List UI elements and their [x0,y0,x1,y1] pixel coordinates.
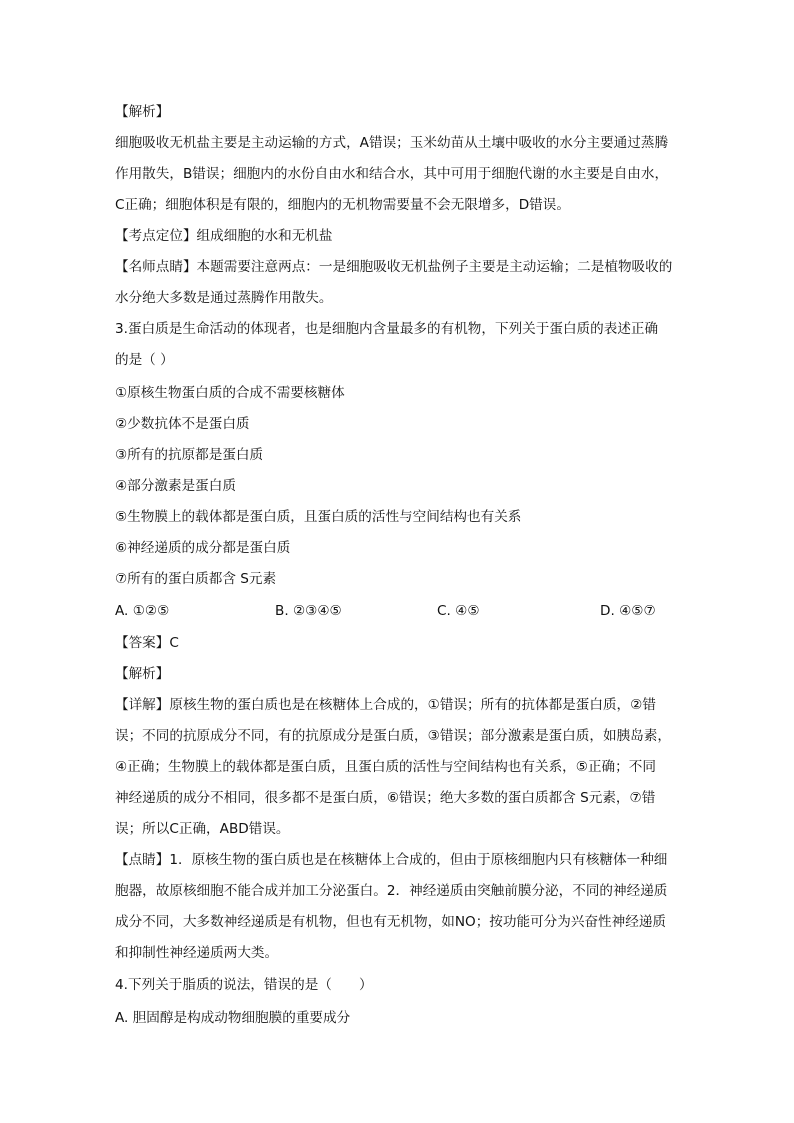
question-4-stem: 4.下列关于脂质的说法，错误的是（ ） [115,977,373,993]
text-line: ④正确；生物膜上的载体都是蛋白质，且蛋白质的活性与空间结构也有关系，⑤正确；不同 [115,759,656,775]
question-3-stem: 3.蛋白质是生命活动的体现者，也是细胞内含量最多的有机物，下列关于蛋白质的表述正确 [115,321,659,337]
text-line: 误；所以C正确，ABD错误。 [115,821,290,837]
key-point-note: 【点睛】1．原核生物的蛋白质也是在核糖体上合成的，但由于原核细胞内只有核糖体一种细 [115,852,668,868]
text-line: 和抑制性神经递质两大类。 [115,945,279,961]
detailed-explanation: 【详解】原核生物的蛋白质也是在核糖体上合成的，①错误；所有的抗体都是蛋白质，②错 [115,697,656,713]
statement-1: ①原核生物蛋白质的合成不需要核糖体 [115,385,345,401]
statement-2: ②少数抗体不是蛋白质 [115,416,250,432]
text-line: 胞器，故原核细胞不能合成并加工分泌蛋白。2．神经递质由突触前膜分泌，不同的神经递质 [115,883,668,899]
statement-3: ③所有的抗原都是蛋白质 [115,447,264,463]
answer-options [115,601,685,621]
text-line: 神经递质的成分不相同，很多都不是蛋白质，⑥错误；绝大多数的蛋白质都含 S元素，⑦错 [115,790,656,806]
statement-7: ⑦所有的蛋白质都含 S元素 [115,571,277,587]
statement-6: ⑥神经递质的成分都是蛋白质 [115,540,291,556]
text-line: 成分不同，大多数神经递质是有机物，但也有无机物，如NO；按功能可分为兴奋性神经递质 [115,914,667,930]
section-heading-analysis: 【解析】 [115,666,170,682]
text-line: 作用散失，B错误；细胞内的水份自由水和结合水，其中可用于细胞代谢的水主要是自由水， [115,166,669,182]
option-b: B. ②③④⑤ [275,603,342,619]
answer-line: 【答案】C [115,635,179,651]
text-line: 细胞吸收无机盐主要是主动运输的方式，A错误；玉米幼苗从土壤中吸收的水分主要通过蒸腾 [115,135,669,151]
statement-5: ⑤生物膜上的载体都是蛋白质，且蛋白质的活性与空间结构也有关系 [115,509,522,525]
option-d: D. ④⑤⑦ [600,603,656,619]
text-line: 误；不同的抗原成分不同，有的抗原成分是蛋白质，③错误；部分激素是蛋白质，如胰岛素， [115,728,671,744]
text-line: 水分绝大多数是通过蒸腾作用散失。 [115,290,333,306]
statement-4: ④部分激素是蛋白质 [115,478,236,494]
test-point-label: 【考点定位】组成细胞的水和无机盐 [115,228,333,244]
text-line: C正确；细胞体积是有限的，细胞内的无机物需要量不会无限增多，D错误。 [115,197,570,213]
teacher-comment: 【名师点睛】本题需要注意两点：一是细胞吸收无机盐例子主要是主动运输；二是植物吸收的 [115,259,673,275]
option-a: A. ①②⑤ [115,603,170,619]
option-c: C. ④⑤ [437,603,480,619]
text-line: 的是（ ） [115,352,174,368]
question-4-option-a: A. 胆固醇是构成动物细胞膜的重要成分 [115,1010,351,1026]
section-heading-analysis: 【解析】 [115,104,170,120]
